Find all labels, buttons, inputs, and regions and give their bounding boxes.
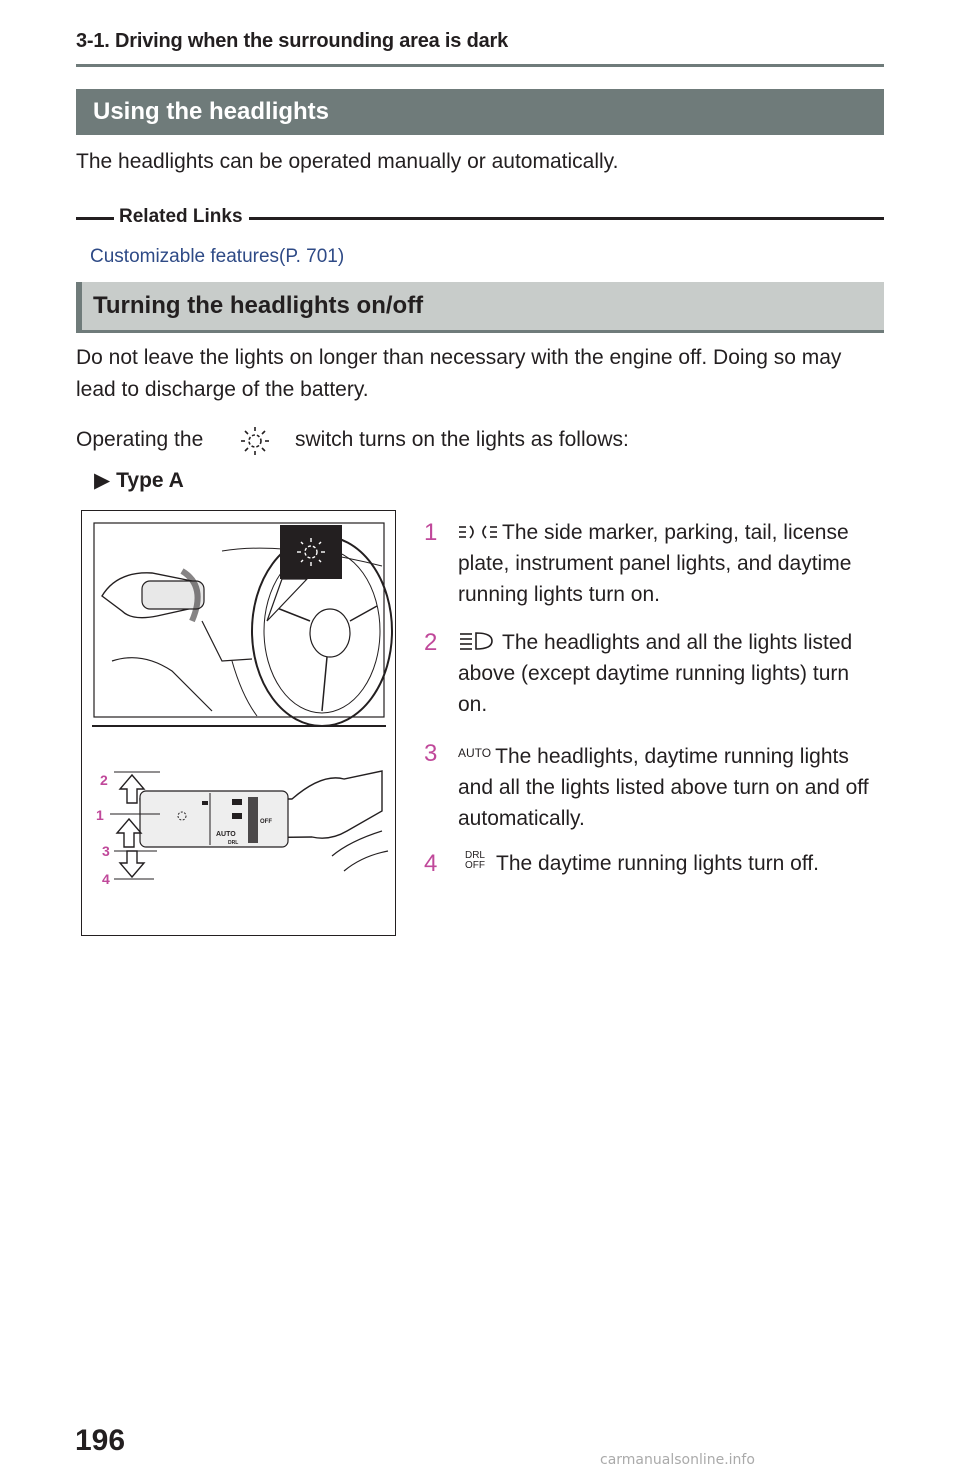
chapter-header: 3-1. Driving when the surrounding area is dark: [76, 30, 509, 52]
item-line: and all the lights listed above turn on and off: [458, 776, 869, 799]
item-number: 1: [424, 519, 438, 546]
section-title-bar: [76, 89, 884, 135]
light-switch-icon: [238, 423, 272, 457]
battery-warning-line1: Do not leave the lights on longer than necessary with the engine off. Doing so may: [76, 346, 842, 369]
callout-2: 2: [100, 772, 108, 788]
item-line: above (except daytime running lights) turn: [458, 662, 850, 685]
watermark: carmanualsonline.info: [600, 1452, 755, 1468]
item-line: on.: [458, 693, 488, 716]
callout-3: 3: [102, 843, 110, 859]
stalk-off-label: OFF: [260, 819, 272, 825]
list-item: [424, 517, 894, 613]
item-number: 4: [424, 850, 438, 877]
type-a-label: Type A: [116, 469, 184, 492]
battery-warning-line2: lead to discharge of the battery.: [76, 378, 369, 401]
operating-suffix: switch turns on the lights as follows:: [295, 428, 629, 451]
operating-prefix: Operating the: [76, 428, 204, 451]
item-line: The daytime running lights turn off.: [496, 852, 819, 875]
type-a-heading: [94, 468, 184, 493]
item-line: plate, instrument panel lights, and daytime: [458, 552, 852, 575]
item-number: 2: [424, 629, 438, 656]
chapter-rule: [76, 64, 884, 67]
auto-icon: AUTO: [458, 746, 492, 760]
list-item: [424, 627, 894, 723]
subsection-accent: [76, 282, 82, 330]
item-line: automatically.: [458, 807, 585, 830]
drl-icon-bottom: OFF: [465, 860, 485, 871]
item-line: The headlights, daytime running lights: [495, 745, 849, 768]
stalk-drl-label: DRL: [228, 840, 239, 846]
triangle-bullet-icon: ▶: [94, 469, 111, 492]
subsection-title-bar: [76, 282, 884, 333]
callout-1: 1: [96, 807, 104, 823]
item-line: The headlights and all the lights listed: [502, 631, 853, 654]
customizable-features-link[interactable]: Customizable features(P. 701): [90, 246, 345, 267]
figure-illustration: [82, 511, 395, 935]
list-item: [424, 848, 894, 882]
intro-text: The headlights can be operated manually or automatically.: [76, 150, 619, 173]
headlight-icon: [458, 631, 498, 651]
headlight-switch-figure: [81, 510, 396, 936]
page-number: 196: [75, 1424, 126, 1457]
section-title: Using the headlights: [93, 98, 330, 125]
related-rule-left: [76, 217, 114, 220]
drl-off-icon: [458, 851, 492, 871]
stalk-auto-label: AUTO: [216, 831, 236, 838]
subsection-title: Turning the headlights on/off: [93, 292, 424, 319]
callout-4: 4: [102, 871, 110, 887]
related-rule-right: [249, 217, 884, 220]
related-links-title: Related Links: [119, 206, 243, 227]
drl-icon-top: DRL: [464, 850, 485, 861]
parking-lights-icon: [458, 523, 498, 541]
item-line: running lights turn on.: [458, 583, 660, 606]
list-item: [424, 738, 894, 834]
item-number: 3: [424, 740, 438, 767]
item-line: The side marker, parking, tail, license: [502, 521, 849, 544]
